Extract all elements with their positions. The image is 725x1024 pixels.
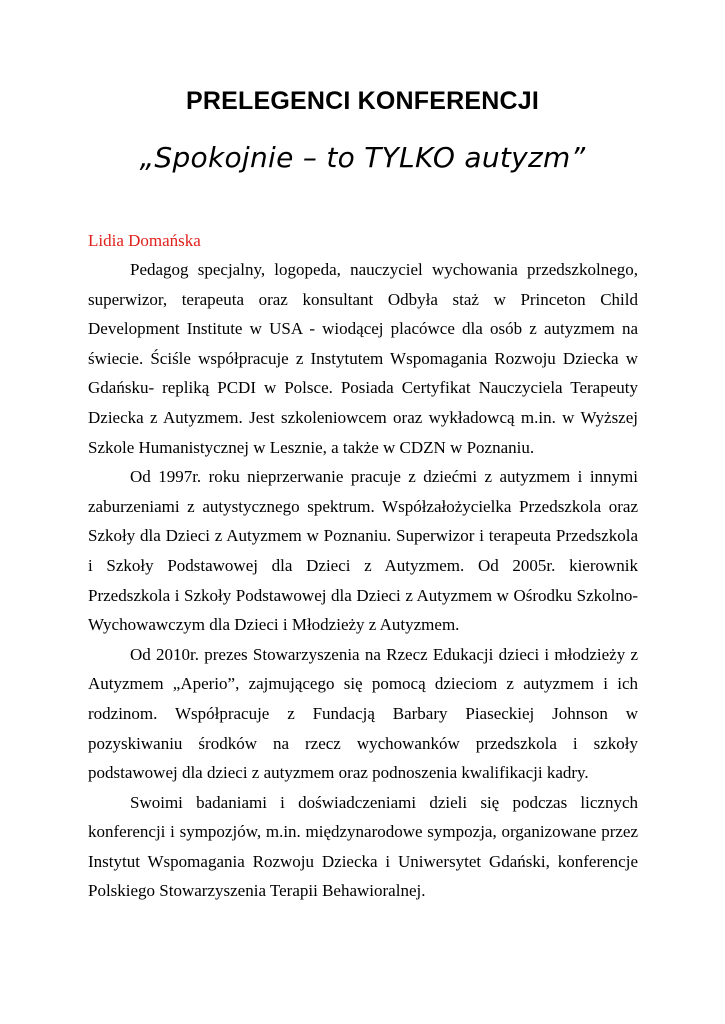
speaker-name: Lidia Domańska (88, 231, 201, 250)
page-title: PRELEGENCI KONFERENCJI (185, 87, 540, 115)
speaker-bio (88, 255, 638, 906)
bio-paragraph-2: Od 1997r. roku nieprzerwanie pracuje z dziećmi z autyzmem i innymi zaburzeniami z autystycznego spektrum. Współzałożycielka Przedszkola oraz Szkoły dla Dzieci z Autyzmem w Poznaniu. Superwizor i terapeuta Przedszkola i Szkoły Podstawowej dla Dzieci z Autyzmem. Od 2005r. kierownik Przedszkola i Szkoły Podstawowej dla Dzieci z Autyzmem w Ośrodku Szkolno- Wychowawczym dla Dzieci i Młodzieży z Autyzmem. (88, 467, 638, 635)
bio-paragraph-4: Swoimi badaniami i doświadczeniami dzieli się podczas licznych konferencji i sympozjów, m.in. międzynarodowe sympozja, organizowane przez Instytut Wspomagania Rozwoju Dziecka i Uniwersytet Gdański, konferencje Polskiego Stowarzyszenia Terapii Behawioralnej. (88, 792, 638, 901)
bio-paragraph-1: Pedagog specjalny, logopeda, nauczyciel wychowania przedszkolnego, superwizor, terapeuta oraz konsultant Odbyła staż w Princeton Child Development Institute w USA - wiodącej placówce dla osób z autyzmem na świecie. Ściśle współpracuje z Instytutem Wspomagania Rozwoju Dziecka w Gdańsku- repliką PCDI w Polsce. Posiada Certyfikat Nauczyciela Terapeuty Dziecka z Autyzmem. Jest szkoleniowcem oraz wykładowcą m.in. w Wyższej Szkole Humanistycznej w Lesznie, a także w CDZN w Poznaniu. (88, 260, 638, 457)
conference-subtitle: „Spokojnie – to TYLKO autyzm” (139, 141, 586, 174)
bio-paragraph-3: Od 2010r. prezes Stowarzyszenia na Rzecz Edukacji dzieci i młodzieży z Autyzmem „Aperio”, zajmującego się pomocą dzieciom z autyzmem i ich rodzinom. Współpracuje z Fundacją Barbary Piaseckiej Johnson w pozyskiwaniu środków na rzecz wychowanków przedszkola i szkoły podstawowej dla dzieci z autyzmem oraz podnoszenia kwalifikacji kadry. (88, 644, 638, 783)
